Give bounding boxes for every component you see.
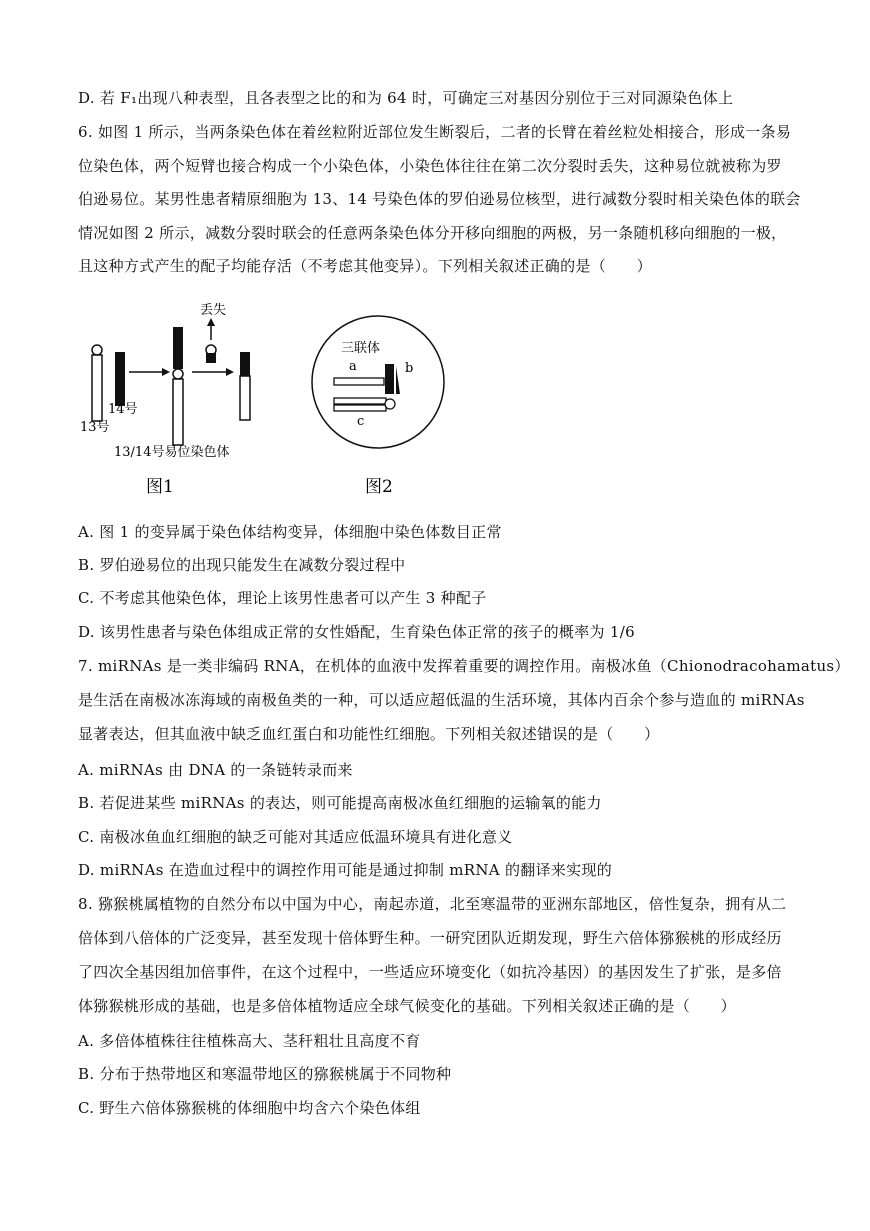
q6-stem-line-3: 伯逊易位。某男性患者精原细胞为 13、14 号染色体的罗伯逊易位核型，进行减数分裂时相关染色体的联会 (78, 190, 801, 208)
label-a: a (349, 359, 357, 374)
q7-option-d: D. miRNAs 在造血过程中的调控作用可能是通过抑制 mRNA 的翻译来实现的 (78, 861, 613, 879)
fused-chr-13-arm (173, 379, 183, 445)
chr14 (115, 352, 125, 406)
chr13-centromere (92, 345, 102, 355)
q6-option-a: A. 图 1 的变异属于染色体结构变异，体细胞中染色体数目正常 (78, 523, 502, 541)
figure2-caption: 图2 (365, 477, 393, 497)
q6-stem-line-4: 情况如图 2 所示，减数分裂时联会的任意两条染色体分开移向细胞的两极，另一条随机移向细胞的一极， (78, 224, 787, 242)
small-chr-arm (206, 353, 216, 363)
lost-arrow-head (207, 318, 215, 326)
figure1-caption: 图1 (146, 477, 174, 497)
label-c: c (357, 414, 365, 429)
q8-option-b: B. 分布于热带地区和寒温带地区的猕猴桃属于不同物种 (78, 1065, 452, 1083)
chr-b (385, 364, 394, 394)
chr-c-filled (334, 405, 386, 411)
translocation-label: 13/14号易位染色体 (114, 445, 230, 460)
figure2 (312, 316, 444, 497)
q8-stem-line-4: 体猕猴桃形成的基础，也是多倍体植物适应全球气候变化的基础。下列相关叙述正确的是（ ） (78, 997, 736, 1015)
arrow-2-head (226, 368, 234, 376)
figure1 (80, 302, 250, 497)
q8-option-c: C. 野生六倍体猕猴桃的体细胞中均含六个染色体组 (78, 1099, 421, 1117)
q6-stem-line-5: 且这种方式产生的配子均能存活（不考虑其他变异）。下列相关叙述正确的是（ ） (78, 257, 652, 275)
label-b: b (405, 361, 414, 376)
line-q5-option-d: D. 若 F₁出现八种表型，且各表型之比的和为 64 时，可确定三对基因分别位于三对同源染色体上 (78, 89, 734, 107)
chr-c-hollow (334, 398, 386, 404)
q6-stem-line-1: 6. 如图 1 所示，当两条染色体在着丝粒附近部位发生断裂后，二者的长臂在着丝粒处相接合，形成一条易 (78, 123, 792, 141)
arrow-1-head (162, 368, 170, 376)
q6-option-c: C. 不考虑其他染色体，理论上该男性患者可以产生 3 种配子 (78, 589, 487, 607)
q8-option-a: A. 多倍体植株往往植株高大、茎秆粗壮且高度不育 (78, 1032, 421, 1050)
label-13: 13号 (80, 420, 110, 435)
figure1-diagram (78, 294, 458, 504)
chr13-long-arm (92, 355, 102, 421)
label-14: 14号 (108, 402, 138, 417)
trivalent-label: 三联体 (341, 341, 381, 356)
q8-stem-line-2: 倍体到八倍体的广泛变异，甚至发现十倍体野生种。一研究团队近期发现，野生六倍体猕猴桃的形成经历 (78, 929, 782, 947)
result-chr-13-arm (240, 376, 250, 420)
chr-a (334, 378, 384, 385)
q7-option-a: A. miRNAs 由 DNA 的一条链转录而来 (78, 761, 353, 779)
q7-stem-line-3: 显著表达，但其血液中缺乏血红蛋白和功能性红细胞。下列相关叙述错误的是（ ） (78, 725, 660, 743)
q7-option-c: C. 南极冰鱼血红细胞的缺乏可能对其适应低温环境具有进化意义 (78, 828, 513, 846)
q6-option-d: D. 该男性患者与染色体组成正常的女性婚配，生育染色体正常的孩子的概率为 1/6 (78, 623, 635, 641)
q8-stem-line-1: 8. 猕猴桃属植物的自然分布以中国为中心，南起赤道，北至寒温带的亚洲东部地区，倍性复杂，拥有从二 (78, 895, 787, 913)
result-chr-14-arm (240, 352, 250, 376)
fused-centromere (173, 369, 183, 379)
q6-stem-line-2: 位染色体，两个短臂也接合构成一个小染色体，小染色体往往在第二次分裂时丢失，这种易位就被称为罗 (78, 157, 782, 175)
fused-chr-14-arm (173, 327, 183, 369)
q7-stem-line-1: 7. miRNAs 是一类非编码 RNA，在机体的血液中发挥着重要的调控作用。南极冰鱼（Chionodracohamatus） (78, 657, 850, 675)
q6-option-b: B. 罗伯逊易位的出现只能发生在减数分裂过程中 (78, 556, 406, 574)
chr-c-centromere (385, 399, 395, 409)
lost-label: 丢失 (200, 303, 227, 318)
figures-block (78, 294, 458, 504)
q8-stem-line-3: 了四次全基因组加倍事件，在这个过程中，一些适应环境变化（如抗冷基因）的基因发生了扩张，是多倍 (78, 963, 782, 981)
q7-option-b: B. 若促进某些 miRNAs 的表达，则可能提高南极冰鱼红细胞的运输氧的能力 (78, 794, 602, 812)
q7-stem-line-2: 是生活在南极冰冻海域的南极鱼类的一种，可以适应超低温的生活环境，其体内百余个参与造血的 miRNAs (78, 691, 805, 709)
